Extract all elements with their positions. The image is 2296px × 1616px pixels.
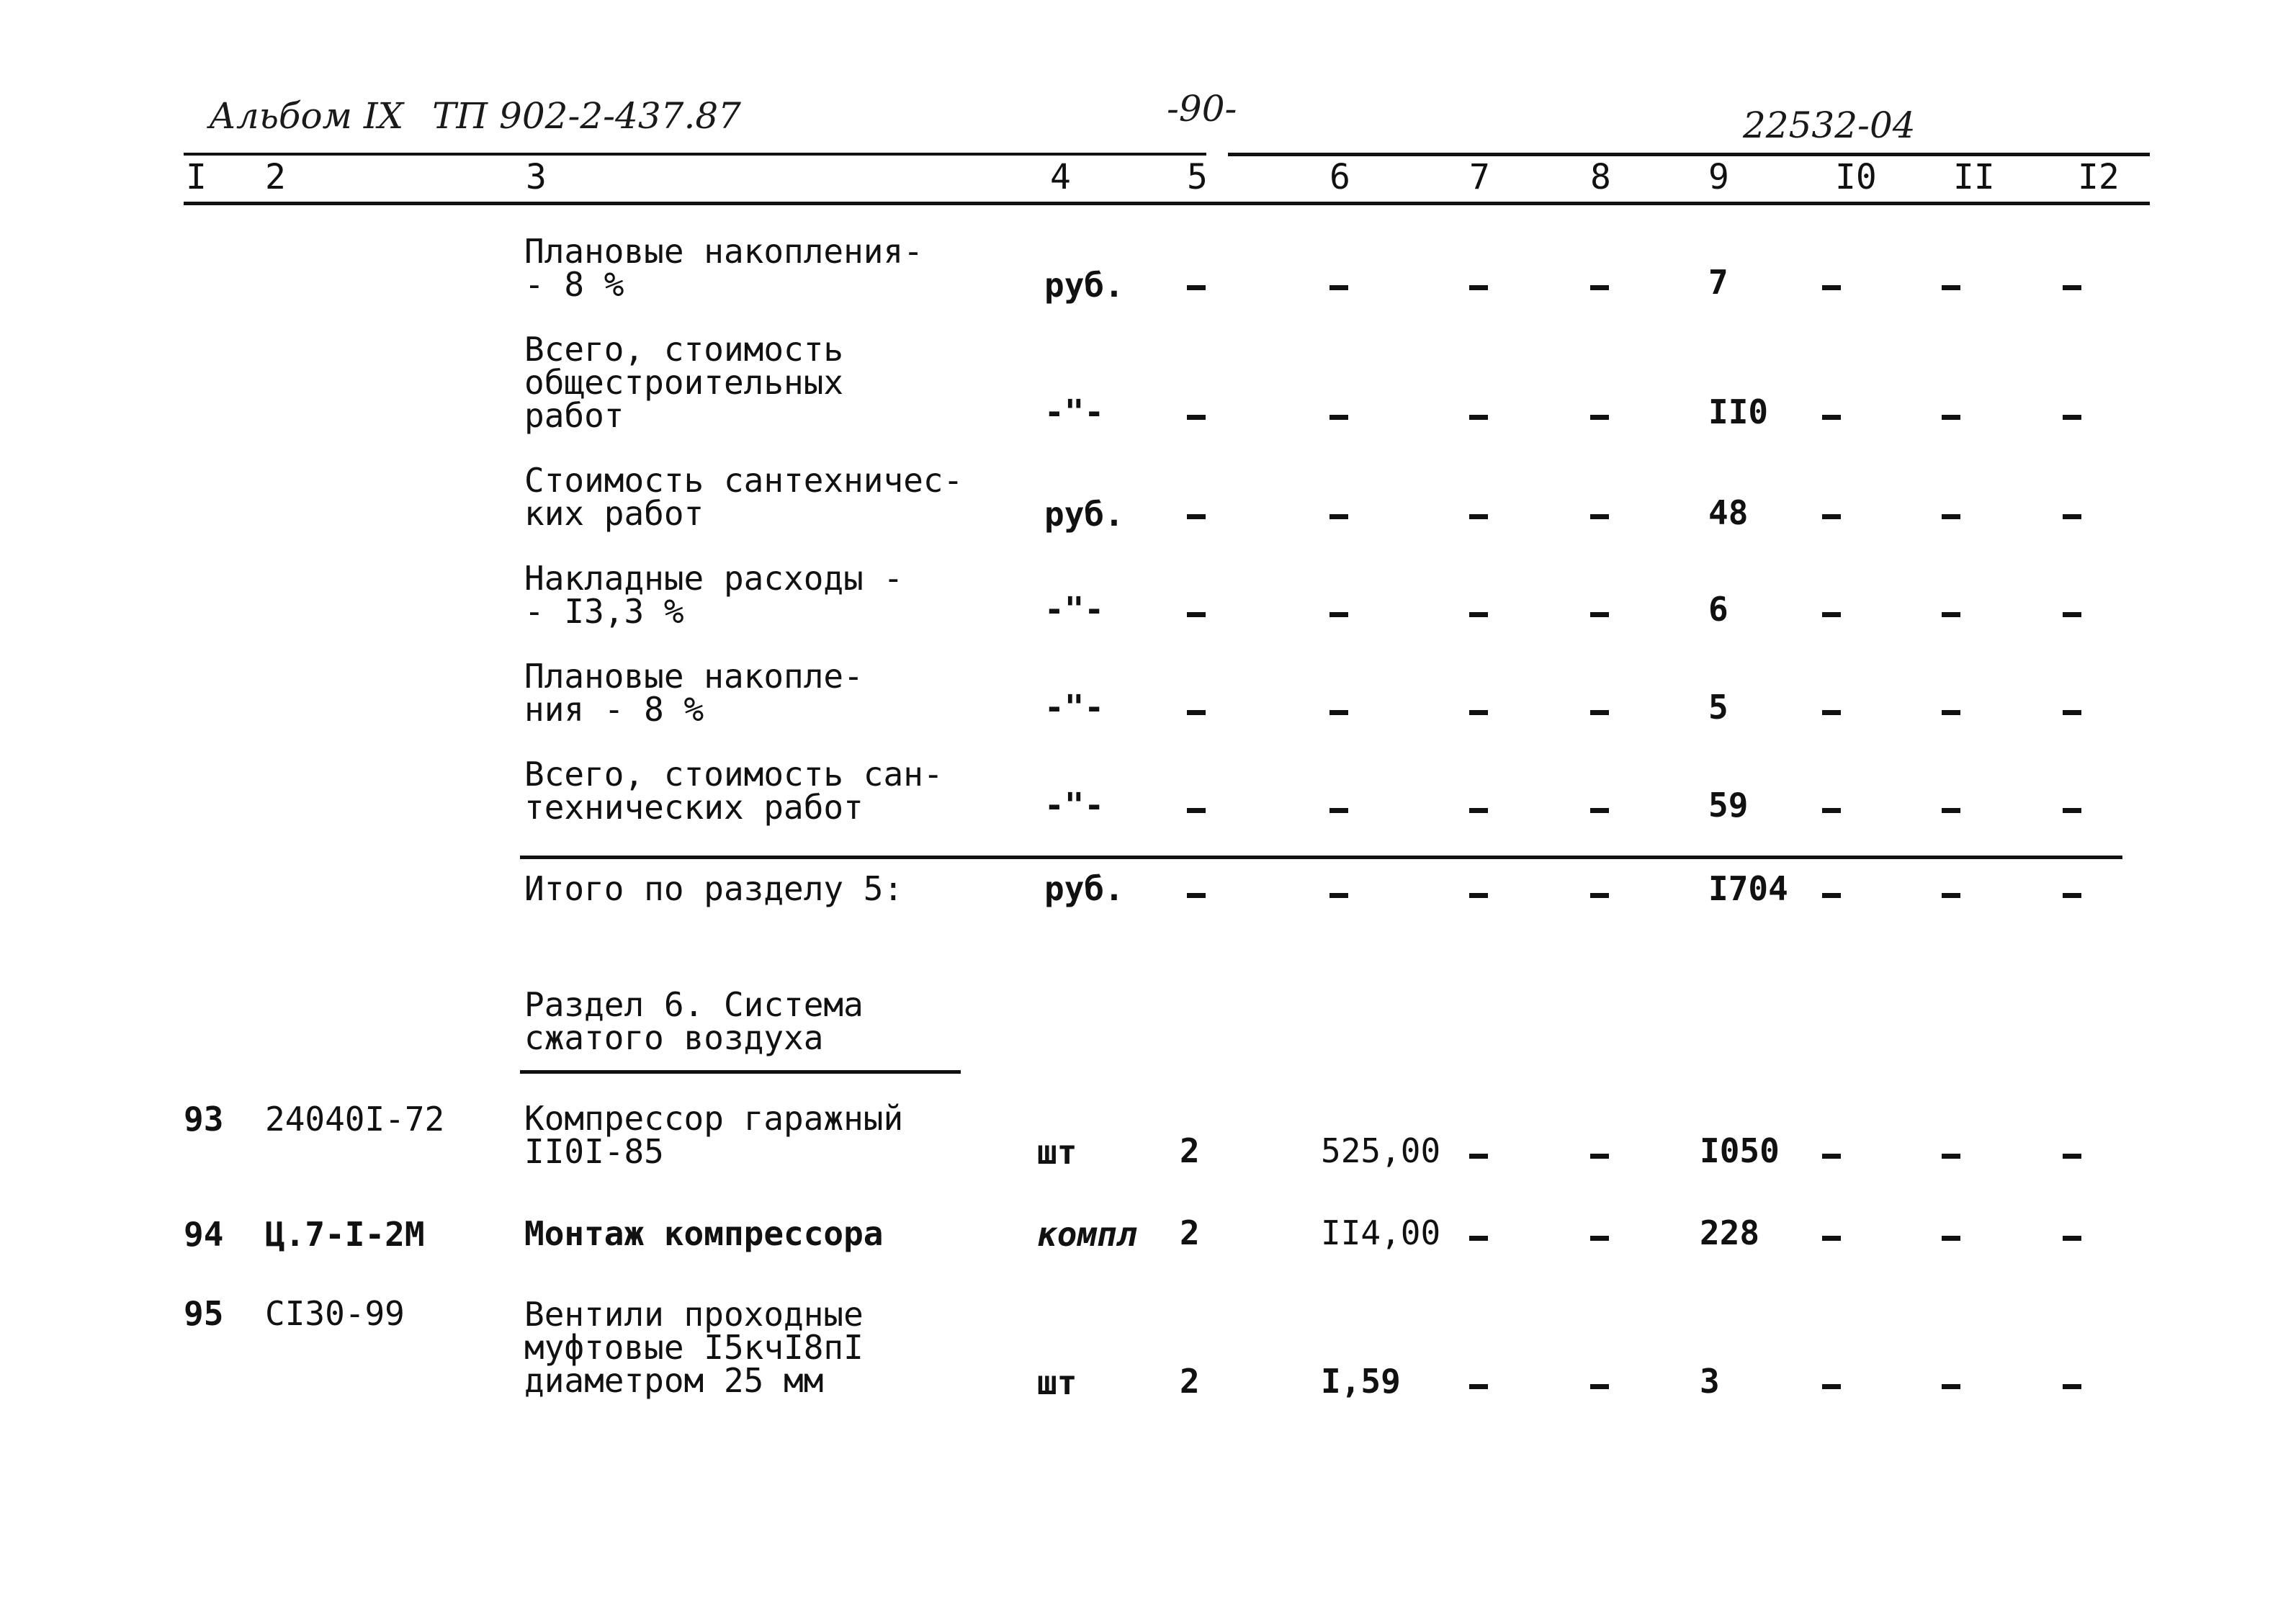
empty-cell-dash bbox=[1822, 415, 1841, 420]
empty-cell-dash bbox=[1329, 612, 1348, 617]
item-number: 93 bbox=[184, 1100, 224, 1139]
section-6-underline bbox=[520, 1070, 961, 1074]
empty-cell-dash bbox=[1329, 893, 1348, 898]
row-unit: -"- bbox=[1044, 590, 1105, 629]
total-col9: I704 bbox=[1708, 869, 1788, 908]
empty-cell-dash bbox=[1590, 1384, 1609, 1389]
empty-cell-dash bbox=[1590, 612, 1609, 617]
col-num-5: 5 bbox=[1187, 157, 1208, 197]
empty-cell-dash bbox=[1469, 1154, 1488, 1159]
col-num-7: 7 bbox=[1469, 157, 1490, 197]
empty-cell-dash bbox=[1942, 514, 1960, 519]
empty-cell-dash bbox=[1590, 1236, 1609, 1241]
item-number: 94 bbox=[184, 1215, 224, 1254]
empty-cell-dash bbox=[2063, 514, 2081, 519]
empty-cell-dash bbox=[1187, 285, 1206, 290]
empty-cell-dash bbox=[1469, 514, 1488, 519]
empty-cell-dash bbox=[1469, 710, 1488, 715]
item-number: 95 bbox=[184, 1294, 224, 1333]
empty-cell-dash bbox=[1469, 808, 1488, 813]
col-num-2: 2 bbox=[265, 157, 286, 197]
empty-cell-dash bbox=[1942, 1154, 1960, 1159]
empty-cell-dash bbox=[2063, 1154, 2081, 1159]
empty-cell-dash bbox=[1469, 893, 1488, 898]
header-rule-right bbox=[1228, 153, 2150, 156]
page-number: -90- bbox=[1167, 88, 1237, 130]
project-code: ТП 902-2-437.87 bbox=[432, 95, 741, 137]
total-unit: руб. bbox=[1044, 869, 1124, 908]
doc-code: 22532-04 bbox=[1743, 104, 1916, 146]
empty-cell-dash bbox=[1942, 285, 1960, 290]
empty-cell-dash bbox=[1942, 808, 1960, 813]
row-desc: Накладные расходы - - I3,3 % bbox=[524, 559, 904, 631]
row-col9: 5 bbox=[1708, 688, 1728, 727]
item-col9: 228 bbox=[1700, 1213, 1760, 1252]
total-label: Итого по разделу 5: bbox=[524, 869, 904, 908]
column-header-rule bbox=[184, 202, 2150, 205]
row-col9: 7 bbox=[1708, 263, 1728, 302]
empty-cell-dash bbox=[1822, 808, 1841, 813]
section-6-title: Раздел 6. Система сжатого воздуха bbox=[524, 985, 864, 1057]
item-price: 525,00 bbox=[1321, 1131, 1441, 1170]
col-num-4: 4 bbox=[1050, 157, 1071, 197]
item-qty: 2 bbox=[1180, 1362, 1200, 1401]
empty-cell-dash bbox=[1822, 710, 1841, 715]
item-qty: 2 bbox=[1180, 1213, 1200, 1252]
row-desc: Плановые накопле- ния - 8 % bbox=[524, 657, 864, 729]
empty-cell-dash bbox=[1822, 612, 1841, 617]
row-unit: руб. bbox=[1044, 495, 1124, 534]
empty-cell-dash bbox=[1329, 285, 1348, 290]
empty-cell-dash bbox=[1469, 612, 1488, 617]
empty-cell-dash bbox=[1187, 415, 1206, 420]
empty-cell-dash bbox=[1187, 893, 1206, 898]
empty-cell-dash bbox=[1590, 415, 1609, 420]
empty-cell-dash bbox=[1822, 893, 1841, 898]
empty-cell-dash bbox=[1187, 808, 1206, 813]
empty-cell-dash bbox=[1942, 710, 1960, 715]
item-desc: Монтаж компрессора bbox=[524, 1214, 884, 1253]
item-unit: компл bbox=[1037, 1215, 1137, 1254]
row-desc: Плановые накопления- - 8 % bbox=[524, 232, 923, 304]
row-col9: 48 bbox=[1708, 493, 1749, 532]
row-col9: II0 bbox=[1708, 392, 1769, 431]
item-desc: Компрессор гаражный II0I-85 bbox=[524, 1099, 904, 1171]
col-num-10: I0 bbox=[1835, 157, 1877, 197]
row-unit: -"- bbox=[1044, 688, 1105, 727]
row-col9: 59 bbox=[1708, 786, 1749, 825]
empty-cell-dash bbox=[1187, 612, 1206, 617]
empty-cell-dash bbox=[1590, 808, 1609, 813]
empty-cell-dash bbox=[2063, 612, 2081, 617]
empty-cell-dash bbox=[1187, 710, 1206, 715]
item-desc: Вентили проходные муфтовые I5кчI8пI диаметром 25 мм bbox=[524, 1295, 864, 1400]
empty-cell-dash bbox=[2063, 415, 2081, 420]
empty-cell-dash bbox=[1822, 285, 1841, 290]
item-unit: шт bbox=[1037, 1363, 1077, 1402]
col-num-3: 3 bbox=[526, 157, 547, 197]
item-qty: 2 bbox=[1180, 1131, 1200, 1170]
empty-cell-dash bbox=[1469, 1384, 1488, 1389]
empty-cell-dash bbox=[1590, 893, 1609, 898]
row-unit: руб. bbox=[1044, 266, 1124, 305]
empty-cell-dash bbox=[1329, 710, 1348, 715]
empty-cell-dash bbox=[1942, 893, 1960, 898]
item-code: Ц.7-I-2М bbox=[265, 1215, 425, 1254]
empty-cell-dash bbox=[1469, 285, 1488, 290]
empty-cell-dash bbox=[1822, 514, 1841, 519]
col-num-12: I2 bbox=[2078, 157, 2120, 197]
empty-cell-dash bbox=[1590, 285, 1609, 290]
col-num-8: 8 bbox=[1590, 157, 1611, 197]
item-code: СI30-99 bbox=[265, 1294, 405, 1333]
row-unit: -"- bbox=[1044, 786, 1105, 825]
row-desc: Всего, стоимость общестроительных работ bbox=[524, 330, 844, 435]
col-num-6: 6 bbox=[1329, 157, 1350, 197]
header-album bbox=[209, 95, 741, 137]
row-unit: -"- bbox=[1044, 392, 1105, 431]
empty-cell-dash bbox=[1942, 415, 1960, 420]
col-num-9: 9 bbox=[1708, 157, 1729, 197]
empty-cell-dash bbox=[1942, 1384, 1960, 1389]
empty-cell-dash bbox=[1469, 415, 1488, 420]
row-desc: Всего, стоимость сан- технических работ bbox=[524, 755, 943, 827]
header-rule-left bbox=[184, 153, 1206, 156]
item-col9: I050 bbox=[1700, 1131, 1780, 1170]
empty-cell-dash bbox=[1590, 710, 1609, 715]
total-rule bbox=[520, 856, 2122, 859]
item-code: 24040I-72 bbox=[265, 1100, 445, 1139]
empty-cell-dash bbox=[1822, 1236, 1841, 1241]
empty-cell-dash bbox=[1590, 514, 1609, 519]
empty-cell-dash bbox=[1590, 1154, 1609, 1159]
item-price: I,59 bbox=[1321, 1362, 1401, 1401]
empty-cell-dash bbox=[1822, 1154, 1841, 1159]
empty-cell-dash bbox=[1329, 415, 1348, 420]
empty-cell-dash bbox=[2063, 285, 2081, 290]
item-col9: 3 bbox=[1700, 1362, 1720, 1401]
item-unit: шт bbox=[1037, 1133, 1077, 1172]
item-price: II4,00 bbox=[1321, 1213, 1441, 1252]
album-label: Альбом IX bbox=[209, 95, 404, 137]
empty-cell-dash bbox=[2063, 893, 2081, 898]
empty-cell-dash bbox=[1187, 514, 1206, 519]
empty-cell-dash bbox=[1329, 808, 1348, 813]
empty-cell-dash bbox=[1329, 514, 1348, 519]
row-desc: Стоимость сантехничес- ких работ bbox=[524, 461, 964, 533]
row-col9: 6 bbox=[1708, 590, 1728, 629]
empty-cell-dash bbox=[2063, 1384, 2081, 1389]
empty-cell-dash bbox=[1822, 1384, 1841, 1389]
empty-cell-dash bbox=[1942, 612, 1960, 617]
col-num-1: I bbox=[186, 157, 207, 197]
col-num-11: II bbox=[1953, 157, 1995, 197]
empty-cell-dash bbox=[1942, 1236, 1960, 1241]
empty-cell-dash bbox=[1469, 1236, 1488, 1241]
empty-cell-dash bbox=[2063, 808, 2081, 813]
empty-cell-dash bbox=[2063, 710, 2081, 715]
empty-cell-dash bbox=[2063, 1236, 2081, 1241]
